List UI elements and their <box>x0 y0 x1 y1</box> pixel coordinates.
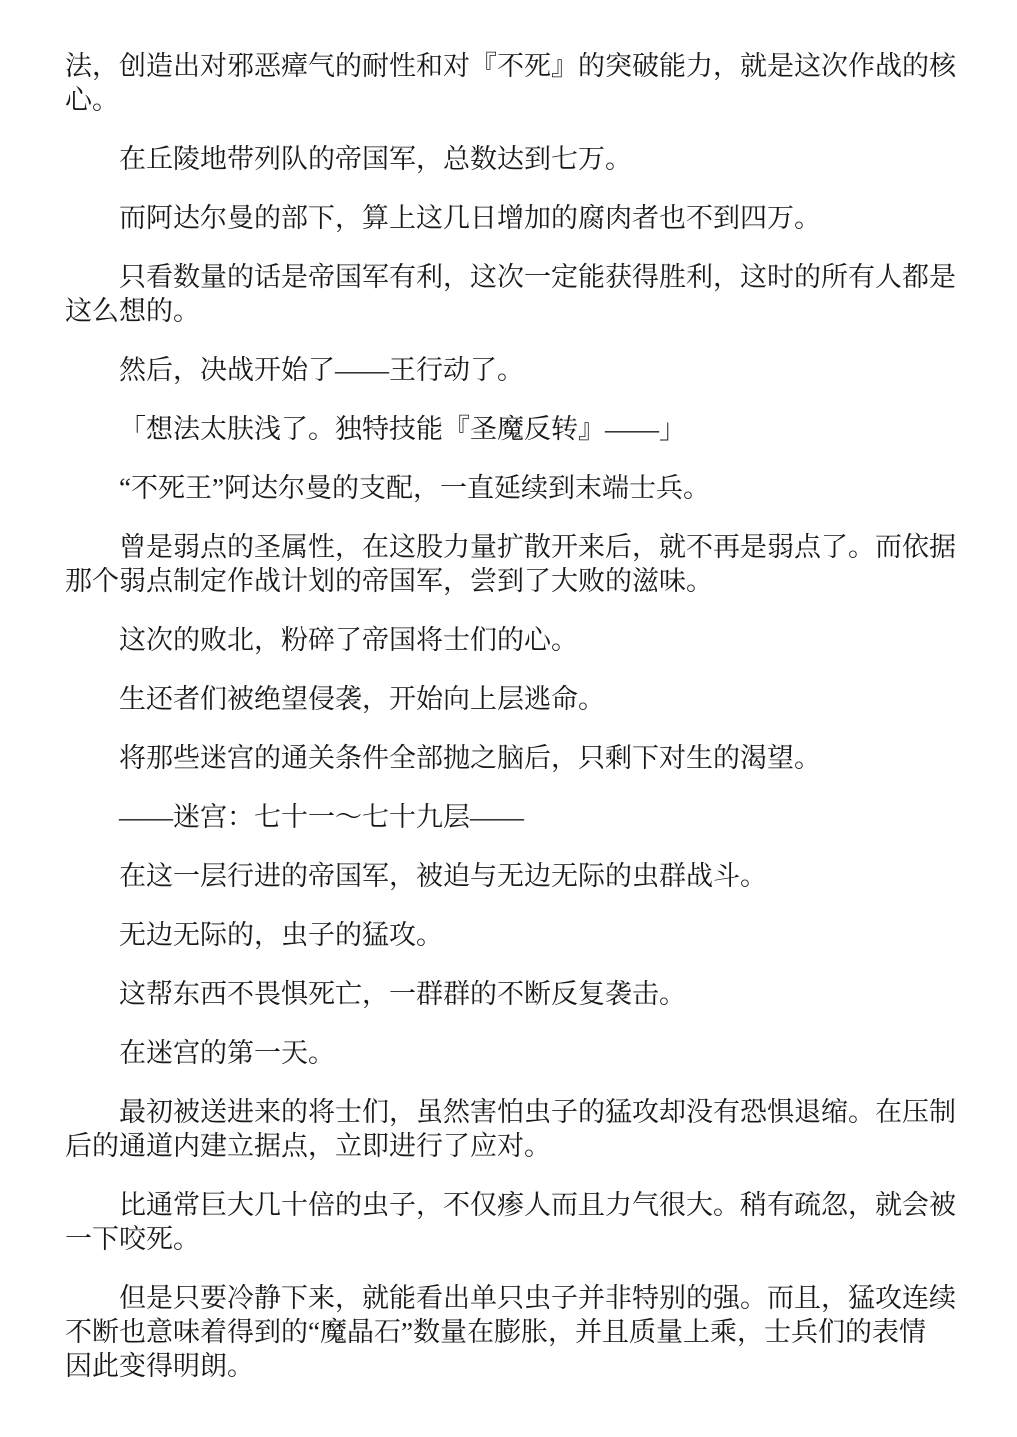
paragraph <box>65 530 956 598</box>
text-line: 因此变得明朗。 <box>65 1351 254 1381</box>
text-line: 最初被送进来的将士们，虽然害怕虫子的猛攻却没有恐惧退缩。在压制 <box>119 1097 956 1127</box>
paragraph <box>65 142 956 176</box>
text-line: 无边无际的，虫子的猛攻。 <box>119 920 443 950</box>
text-line: 不断也意味着得到的“魔晶石”数量在膨胀，并且质量上乘，士兵们的表情 <box>65 1317 926 1347</box>
text-line: 后的通道内建立据点，立即进行了应对。 <box>65 1131 551 1161</box>
paragraph <box>65 1095 956 1163</box>
text-line: 「想法太肤浅了。独特技能『圣魔反转』——」 <box>119 414 686 444</box>
text-line: “不死王”阿达尔曼的支配，一直延续到末端士兵。 <box>119 473 710 503</box>
paragraph <box>65 1188 956 1256</box>
text-line: 心。 <box>65 85 119 115</box>
paragraph <box>65 1036 956 1070</box>
text-line: 那个弱点制定作战计划的帝国军，尝到了大败的滋味。 <box>65 566 713 596</box>
text-line: 将那些迷宫的通关条件全部抛之脑后，只剩下对生的渴望。 <box>119 743 821 773</box>
paragraph <box>65 201 956 235</box>
scene-separator <box>65 800 956 834</box>
paragraph <box>65 977 956 1011</box>
text-line: 这帮东西不畏惧死亡，一群群的不断反复袭击。 <box>119 979 686 1009</box>
paragraph <box>65 859 956 893</box>
text-line: 只看数量的话是帝国军有利，这次一定能获得胜利，这时的所有人都是 <box>119 262 956 292</box>
text-line: 曾是弱点的圣属性，在这股力量扩散开来后，就不再是弱点了。而依据 <box>119 532 956 562</box>
text-line: 比通常巨大几十倍的虫子，不仅瘆人而且力气很大。稍有疏忽，就会被 <box>119 1190 956 1220</box>
paragraph <box>65 353 956 387</box>
text-line: 在这一层行进的帝国军，被迫与无边无际的虫群战斗。 <box>119 861 767 891</box>
text-line: 在迷宫的第一天。 <box>119 1038 335 1068</box>
paragraph <box>65 412 956 446</box>
text-line: 然后，决战开始了——王行动了。 <box>119 355 524 385</box>
paragraph <box>65 260 956 328</box>
text-line: 这么想的。 <box>65 296 200 326</box>
scene-separator-text: ——迷宫：七十一～七十九层—— <box>119 802 524 832</box>
text-line: 在丘陵地带列队的帝国军，总数达到七万。 <box>119 144 632 174</box>
text-line: 一下咬死。 <box>65 1224 200 1254</box>
paragraph <box>65 918 956 952</box>
paragraph <box>65 741 956 775</box>
paragraph <box>65 623 956 657</box>
text-line: 但是只要冷静下来，就能看出单只虫子并非特别的强。而且，猛攻连续 <box>119 1283 956 1313</box>
text-line: 而阿达尔曼的部下，算上这几日增加的腐肉者也不到四万。 <box>119 203 821 233</box>
paragraph <box>65 471 956 505</box>
paragraph <box>65 49 956 117</box>
text-line: 这次的败北，粉碎了帝国将士们的心。 <box>119 625 578 655</box>
text-line: 生还者们被绝望侵袭，开始向上层逃命。 <box>119 684 605 714</box>
paragraph <box>65 1281 956 1383</box>
text-line: 法，创造出对邪恶瘴气的耐性和对『不死』的突破能力，就是这次作战的核 <box>65 51 956 81</box>
paragraph <box>65 682 956 716</box>
